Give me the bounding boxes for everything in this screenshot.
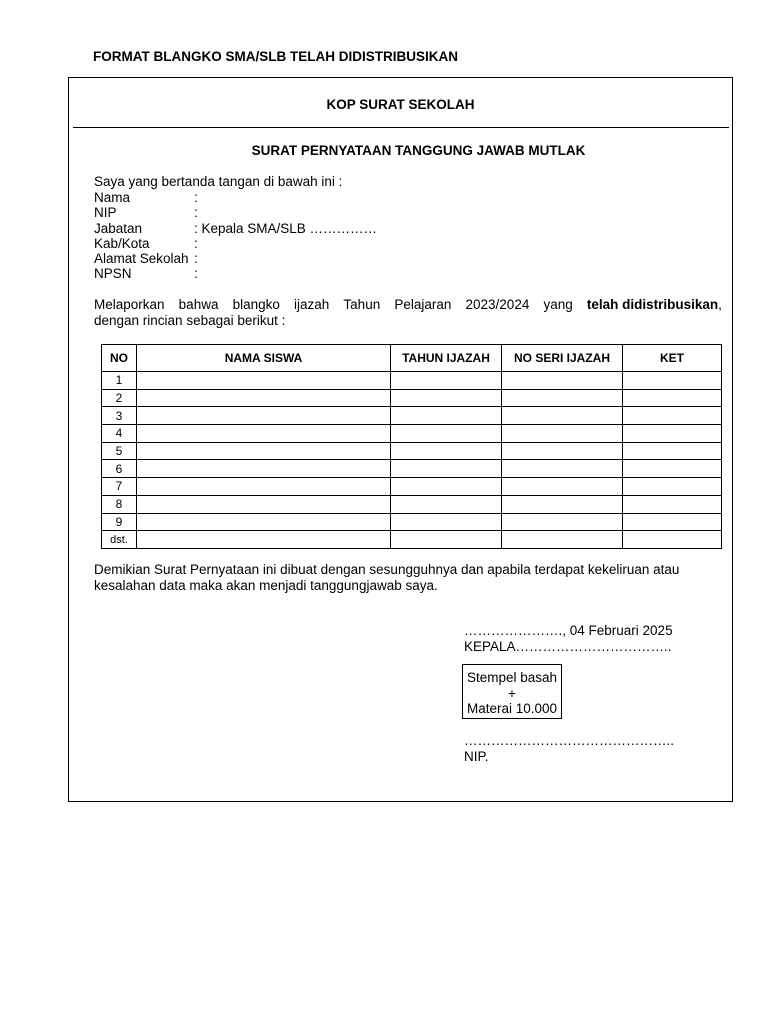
report-word: yang [543,297,573,312]
field-value: : [194,266,198,282]
cell-seri [502,442,623,460]
cell-tahun [391,389,502,407]
field-row-npsn [94,266,377,281]
cell-nama [137,460,391,478]
field-value: : [194,190,198,205]
field-label: NIP [94,205,117,221]
row-number: 9 [102,513,137,531]
field-row-alamat [94,251,377,266]
field-row-nama [94,190,377,205]
signature-name-block [464,733,674,764]
row-number: 7 [102,478,137,496]
cell-seri [502,513,623,531]
row-number: 5 [102,442,137,460]
field-row-kabkota [94,236,377,251]
closing-statement: Demikian Surat Pernyataan ini dibuat dengan sesungguhnya dan apabila terdapat kekeliruan atau kesalahan data maka akan menjadi tanggungjawab saya. [94,562,680,593]
row-number: 8 [102,495,137,513]
signature-block [464,623,673,654]
report-line-2: dengan rincian sebagai berikut : [94,312,286,328]
kepala-line: KEPALA…………………………….. [464,638,672,654]
cell-tahun [391,478,502,496]
field-value: : [194,251,198,267]
report-paragraph [94,297,722,328]
field-label: Alamat Sekolah [94,251,189,267]
cell-ket [623,531,722,549]
table-row [102,442,722,460]
cell-seri [502,531,623,549]
report-word: blangko [232,297,280,312]
column-header-nama-siswa: NAMA SISWA [137,345,391,372]
cell-nama [137,478,391,496]
cell-tahun [391,460,502,478]
cell-tahun [391,531,502,549]
report-word: 2023/2024 [465,297,530,312]
report-bold-text: telah didistribusikan [586,297,719,312]
letterhead-divider [73,127,729,128]
cell-seri [502,425,623,443]
table-row [102,495,722,513]
cell-nama [137,513,391,531]
cell-tahun [391,513,502,531]
cell-seri [502,478,623,496]
cell-nama [137,389,391,407]
cell-tahun [391,442,502,460]
cell-nama [137,495,391,513]
stamp-materai: Materai 10.000 [466,701,558,716]
row-number: 4 [102,425,137,443]
document-title: SURAT PERNYATAAN TANGGUNG JAWAB MUTLAK [251,143,586,158]
table-row [102,407,722,425]
cell-ket [623,389,722,407]
row-number: 6 [102,460,137,478]
cell-ket [623,372,722,390]
column-header-ket: KET [623,345,722,372]
table-row [102,531,722,549]
cell-ket [623,425,722,443]
cell-seri [502,495,623,513]
table-row [102,425,722,443]
date-line: …………………., 04 Februari 2025 [464,623,673,638]
cell-seri [502,389,623,407]
field-row-nip [94,205,377,220]
field-value: : Kepala SMA/SLB …………… [194,220,378,236]
field-label: Kab/Kota [94,235,150,251]
report-comma: , [718,297,722,312]
identity-fields [94,190,377,282]
letterhead-placeholder: KOP SURAT SEKOLAH [326,97,475,112]
column-header-no-seri-ijazah: NO SERI IJAZAH [502,345,623,372]
cell-seri [502,460,623,478]
stamp-text: Stempel basah [466,670,558,685]
table-row [102,478,722,496]
table-header-row [102,345,722,372]
report-word: ijazah [294,297,330,312]
report-word: Melaporkan [94,297,165,312]
field-value: : [194,205,198,221]
name-line: ……………………………………….. [464,733,675,748]
stamp-plus: + [508,685,516,701]
cell-tahun [391,372,502,390]
row-number: dst. [102,531,137,549]
cell-tahun [391,495,502,513]
cell-nama [137,407,391,425]
cell-ket [623,407,722,425]
nip-line: NIP. [464,748,489,764]
field-label: NPSN [94,266,132,282]
cell-ket [623,513,722,531]
column-header-tahun-ijazah: TAHUN IJAZAH [391,345,502,372]
report-word: Tahun [343,297,381,312]
intro-text: Saya yang bertanda tangan di bawah ini : [94,174,343,189]
cell-ket [623,460,722,478]
report-word: Pelajaran [394,297,452,312]
letter-frame [68,77,733,802]
report-line-1 [94,297,722,313]
field-row-jabatan [94,221,377,236]
table-row [102,513,722,531]
cell-nama [137,425,391,443]
row-number: 1 [102,372,137,390]
stamp-box [462,664,562,719]
table-row [102,389,722,407]
table-row [102,460,722,478]
cell-tahun [391,407,502,425]
page-heading: FORMAT BLANGKO SMA/SLB TELAH DIDISTRIBUSIKAN [93,49,458,64]
report-bold-phrase [587,297,722,313]
row-number: 3 [102,407,137,425]
cell-seri [502,372,623,390]
student-table-wrapper [101,344,722,549]
cell-ket [623,442,722,460]
field-value: : [194,235,198,251]
cell-nama [137,442,391,460]
column-header-no: NO [102,345,137,372]
cell-seri [502,407,623,425]
cell-ket [623,478,722,496]
cell-nama [137,531,391,549]
cell-tahun [391,425,502,443]
row-number: 2 [102,389,137,407]
field-label: Nama [94,190,131,205]
cell-ket [623,495,722,513]
table-row [102,372,722,390]
field-label: Jabatan [94,220,143,236]
cell-nama [137,372,391,390]
report-word: bahwa [178,297,219,312]
student-table [101,344,722,549]
